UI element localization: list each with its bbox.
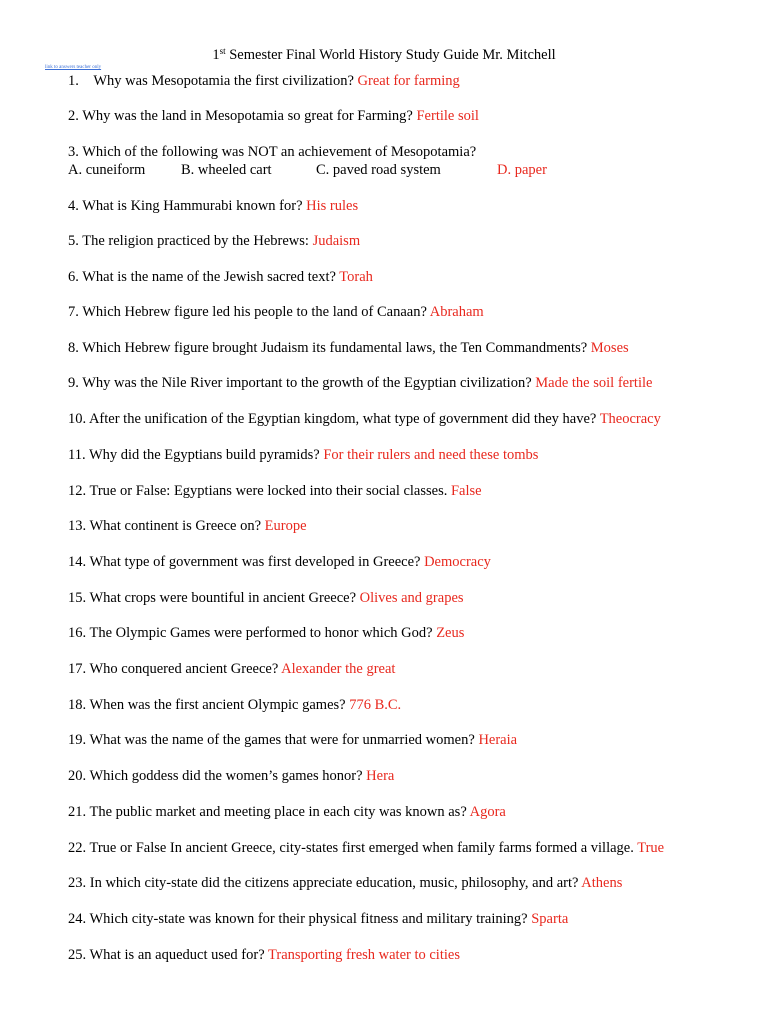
question-number: 22. (68, 840, 87, 856)
question-text: Why was the land in Mesopotamia so great for Farming? (82, 108, 413, 124)
question-24 (68, 910, 568, 928)
answer-text: False (450, 483, 482, 499)
question-number: 12. (68, 483, 87, 499)
choice-a: A. cuneiform (68, 162, 146, 178)
answer-text: Alexander the great (281, 661, 396, 677)
answer-text: Torah (339, 269, 373, 285)
answer-text: Abraham (429, 304, 484, 320)
answer-text: Zeus (436, 625, 465, 641)
question-23 (68, 874, 622, 892)
question-4 (68, 197, 358, 215)
question-number: 8. (68, 340, 79, 356)
question-12 (68, 482, 482, 500)
answer-text: For their rulers and need these tombs (323, 447, 539, 463)
question-number: 6. (68, 269, 79, 285)
question-6 (68, 268, 373, 286)
question-10 (68, 410, 661, 428)
question-text: True or False In ancient Greece, city-states first emerged when family farms formed a village. (89, 840, 634, 856)
question-number: 3. (68, 144, 79, 160)
question-17 (68, 660, 395, 678)
question-number: 25. (68, 947, 87, 963)
choice-d-answer: D. paper (497, 162, 547, 178)
question-text: What continent is Greece on? (89, 518, 262, 534)
answer-text: Heraia (478, 732, 518, 748)
question-text: True or False: Egyptians were locked into their social classes. (89, 483, 448, 499)
question-text: The Olympic Games were performed to honor which God? (89, 625, 433, 641)
choice-b: B. wheeled cart (181, 162, 272, 178)
answer-text: Fertile soil (416, 108, 479, 124)
question-text: What type of government was first developed in Greece? (89, 554, 421, 570)
answer-text: Made the soil fertile (535, 375, 653, 391)
question-text: Which Hebrew figure led his people to the land of Canaan? (82, 304, 427, 320)
question-13 (68, 517, 307, 535)
question-number: 5. (68, 233, 79, 249)
answer-text: Transporting fresh water to cities (268, 947, 460, 963)
question-number: 2. (68, 108, 79, 124)
question-number: 19. (68, 732, 87, 748)
question-text: What is King Hammurabi known for? (82, 198, 303, 214)
answer-text: Judaism (312, 233, 361, 249)
question-number: 24. (68, 911, 87, 927)
question-text: Who conquered ancient Greece? (89, 661, 279, 677)
question-18 (68, 696, 401, 714)
question-number: 21. (68, 804, 87, 820)
question-number: 4. (68, 198, 79, 214)
answer-text: His rules (306, 198, 359, 214)
answer-text: Agora (469, 804, 506, 820)
question-text: Which goddess did the women’s games honor? (89, 768, 363, 784)
question-text: Why was the Nile River important to the growth of the Egyptian civilization? (82, 375, 532, 391)
question-1 (68, 72, 460, 90)
question-number: 14. (68, 554, 87, 570)
page-title (0, 46, 768, 64)
answer-text: 776 B.C. (349, 697, 402, 713)
question-number: 7. (68, 304, 79, 320)
question-number: 11. (68, 447, 86, 463)
question-22 (68, 839, 664, 857)
question-9 (68, 374, 652, 392)
question-number: 10. (68, 411, 87, 427)
question-text: Which Hebrew figure brought Judaism its fundamental laws, the Ten Commandments? (82, 340, 588, 356)
teacher-answers-link[interactable]: link to answers teacher only (45, 65, 102, 70)
question-number: 18. (68, 697, 87, 713)
question-11 (68, 446, 538, 464)
question-text: Which of the following was NOT an achievement of Mesopotamia? (82, 144, 477, 160)
question-number: 9. (68, 375, 79, 391)
answer-text: Democracy (424, 554, 491, 570)
choice-c: C. paved road system (316, 162, 441, 178)
question-15 (68, 589, 464, 607)
question-25 (68, 946, 460, 964)
question-number: 16. (68, 625, 87, 641)
question-3-choices (68, 161, 668, 179)
question-text: What was the name of the games that were for unmarried women? (89, 732, 475, 748)
question-number: 23. (68, 875, 87, 891)
question-text: What crops were bountiful in ancient Greece? (89, 590, 357, 606)
question-16 (68, 624, 464, 642)
answer-text: Moses (590, 340, 629, 356)
answer-text: Great for farming (357, 73, 460, 89)
title-superscript: st (219, 46, 226, 56)
question-number: 13. (68, 518, 87, 534)
question-7 (68, 303, 484, 321)
question-19 (68, 731, 517, 749)
answer-text: Athens (581, 875, 623, 891)
question-text: When was the first ancient Olympic games? (89, 697, 346, 713)
answer-text: Sparta (531, 911, 569, 927)
question-text: Which city-state was known for their physical fitness and military training? (89, 911, 528, 927)
question-14 (68, 553, 491, 571)
question-number: 1. (68, 73, 79, 89)
question-number: 20. (68, 768, 87, 784)
question-text: In which city-state did the citizens appreciate education, music, philosophy, and art? (89, 875, 579, 891)
answer-text: Olives and grapes (359, 590, 464, 606)
title-text: Semester Final World History Study Guide Mr. Mitchell (225, 47, 556, 63)
question-number: 15. (68, 590, 87, 606)
answer-text: Theocracy (599, 411, 661, 427)
question-text: Why was Mesopotamia the first civilization? (93, 73, 354, 89)
answer-text: Europe (264, 518, 307, 534)
question-text: What is an aqueduct used for? (89, 947, 265, 963)
question-text: Why did the Egyptians build pyramids? (88, 447, 320, 463)
question-text: The religion practiced by the Hebrews: (82, 233, 309, 249)
answer-text: Hera (366, 768, 395, 784)
title-number: 1 (212, 47, 220, 63)
question-text: What is the name of the Jewish sacred text? (82, 269, 336, 285)
question-5 (68, 232, 360, 250)
answer-text: True (637, 840, 665, 856)
question-2 (68, 107, 479, 125)
question-text: After the unification of the Egyptian kingdom, what type of government did they have? (88, 411, 597, 427)
question-text: The public market and meeting place in each city was known as? (89, 804, 467, 820)
question-21 (68, 803, 506, 821)
question-8 (68, 339, 629, 357)
question-3 (68, 143, 476, 161)
question-number: 17. (68, 661, 87, 677)
question-20 (68, 767, 394, 785)
